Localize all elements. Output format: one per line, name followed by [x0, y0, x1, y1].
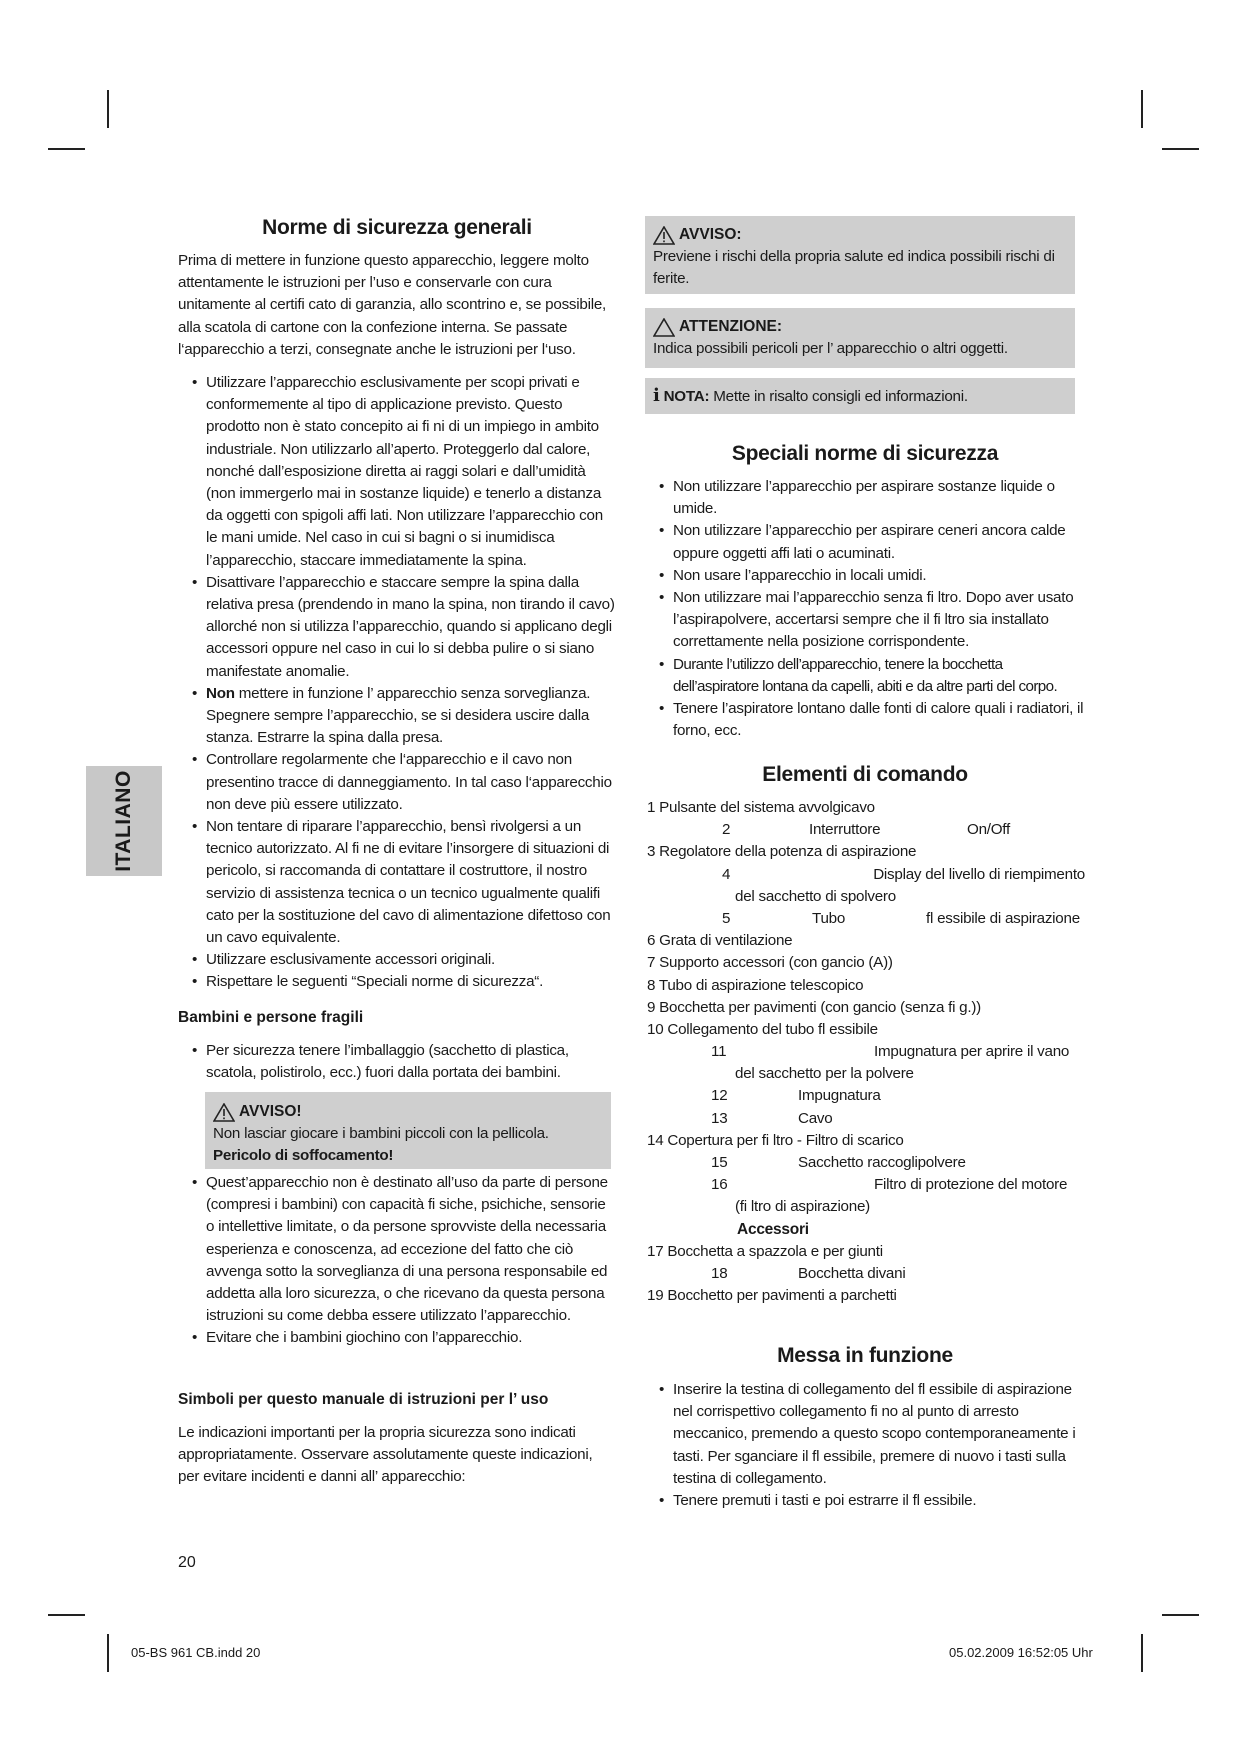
- list-item: 1 Pulsante del sistema avvolgicavo: [647, 799, 875, 816]
- list-item: • Durante l’utilizzo dell’apparecchio, tenere la bocchetta dell’aspiratore lontana da capelli, abiti e da altre parti del corpo.: [659, 655, 1058, 695]
- caution-triangle-icon: [653, 318, 675, 337]
- list-item: 4 Display del livello di riempimento: [722, 865, 1085, 883]
- list-item: • Per sicurezza tenere l’imballaggio (sacchetto di plastica, scatola, polistirolo, ecc.) fuori dalla portata dei bambini.: [192, 1042, 569, 1082]
- warning-box-suffocation: [205, 1092, 611, 1169]
- notice-box-nota: [645, 378, 1075, 414]
- list-item: • Inserire la testina di collegamento del fl essibile di aspirazione nel corrispettivo collegamento fi no al punto di arresto meccanico, premendo a questo scopo contemporaneamente i tasti. Per sganciare il fl essibile, premere di nuovo i tasti sulla testina di collegamento.: [659, 1381, 1076, 1487]
- list-item: • Non utilizzare mai l’apparecchio senza fi ltro. Dopo aver usato l’aspirapolvere, accertarsi sempre che il fi ltro sia installato correttamente nella posizione corrispondente.: [659, 589, 1074, 651]
- avviso-text: Previene i rischi della propria salute ed indica possibili rischi di ferite.: [653, 248, 1055, 287]
- general-safety-list: [178, 372, 616, 994]
- list-item: del sacchetto per la polvere: [735, 1065, 914, 1083]
- nota-line: [653, 385, 1067, 408]
- crop-mark: [107, 90, 109, 128]
- crop-mark: [107, 1634, 109, 1672]
- list-item: • Tenere l’aspiratore lontano dalle fonti di calore quali i radiatori, il forno, ecc.: [659, 700, 1084, 740]
- language-label: ITALIANO: [112, 770, 135, 872]
- symbols-paragraph: Le indicazioni importanti per la propria sicurezza sono indicati appropriatamente. Osservare assolutamente queste indicazioni, per evitare incidenti e danni all’ apparecchio:: [178, 1424, 593, 1486]
- info-icon: i: [653, 385, 660, 406]
- list-item: • Rispettare le seguenti “Speciali norme di sicurezza“.: [192, 973, 544, 991]
- notice-box-attenzione: [645, 308, 1075, 368]
- startup-list: [645, 1379, 1085, 1512]
- list-item: • Non utilizzare l’apparecchio per aspirare sostanze liquide o umide.: [659, 478, 1055, 518]
- attenzione-text: Indica possibili pericoli per l’ apparecchio o altri oggetti.: [653, 340, 1008, 357]
- warning-text: Non lasciar giocare i bambini piccoli con la pellicola.: [213, 1125, 549, 1142]
- special-safety-list: [645, 476, 1085, 742]
- list-item: 5 Tubo fl essibile di aspirazione: [722, 909, 1080, 927]
- section-title-general-safety: Norme di sicurezza generali: [262, 216, 532, 239]
- page-number: 20: [178, 1554, 196, 1571]
- nota-title: NOTA:: [663, 388, 710, 405]
- list-item: • Utilizzare esclusivamente accessori originali.: [192, 951, 495, 969]
- list-item: 8 Tubo di aspirazione telescopico: [647, 976, 864, 994]
- list-item: (fi ltro di aspirazione): [735, 1198, 870, 1216]
- avviso-title: AVVISO:: [653, 224, 1067, 246]
- language-tab: [86, 766, 162, 876]
- nota-text: Mette in risalto consigli ed informazioni.: [709, 388, 968, 405]
- section-title-startup: Messa in funzione: [777, 1344, 953, 1367]
- warning-triangle-icon: [653, 226, 675, 245]
- crop-mark: [1141, 90, 1143, 128]
- list-item: 2 Interruttore On/Off: [722, 821, 1010, 839]
- warning-bold-text: Pericolo di soffocamento!: [213, 1147, 394, 1164]
- list-item: 18 Bocchetta divani: [711, 1264, 906, 1282]
- footer-timestamp: 05.02.2009 16:52:05 Uhr: [949, 1645, 1093, 1660]
- controls-list: [647, 797, 1085, 1307]
- kids-list-1: [178, 1040, 616, 1084]
- list-item: 9 Bocchetta per pavimenti (con gancio (senza fi g.)): [647, 998, 981, 1016]
- list-item: • Non utilizzare l’apparecchio per aspirare ceneri ancora calde oppure oggetti affi lati o acuminati.: [659, 522, 1066, 562]
- list-item: 12 Impugnatura: [711, 1087, 881, 1105]
- list-item: • Utilizzare l’apparecchio esclusivamente per scopi privati e conformemente al tipo di applicazione previsto. Questo prodotto non è stato concepito ai fi ni di un impiego in ambito industriale. Non utilizzarlo all’aperto. Proteggerlo dal calore, nonché dall’esposizione diretta ai raggi solari e dall’umidità (non immergerlo mai in sostanze liquide) e tenerlo a distanza da oggetti con spigoli affi lati. Non utilizzare l’apparecchio con le mani umide. Nel caso in cui si bagni o si inumidisca l’apparecchio, staccare immediatamente la spina.: [192, 374, 603, 569]
- list-item: 11 Impugnatura per aprire il vano: [711, 1043, 1070, 1061]
- list-item: 15 Sacchetto raccoglipolvere: [711, 1154, 966, 1171]
- non-bold: Non: [206, 684, 235, 702]
- intro-paragraph: Prima di mettere in funzione questo apparecchio, leggere molto attentamente le istruzioni per l’uso e conservarle con cura unitamente al certifi cato di garanzia, allo scontrino e, se possibile, alla scatola di cartone con la confezione interna. Se passate l‘apparecchio a terzi, consegnate anche le istruzioni per l‘uso.: [178, 252, 606, 358]
- subheading-symbols: Simboli per questo manuale di istruzioni per l’ uso: [178, 1391, 549, 1408]
- list-item: 16 Filtro di protezione del motore: [711, 1176, 1068, 1194]
- list-item: 6 Grata di ventilazione: [647, 932, 793, 950]
- crop-mark: [48, 148, 85, 150]
- section-title-special-safety: Speciali norme di sicurezza: [731, 442, 999, 465]
- list-item: • Non mettere in funzione l’ apparecchio senza sorveglianza. Spegnere sempre l’apparecchio, se si desidera uscire dalla stanza. Estrarre la spina dalla presa.: [192, 684, 591, 747]
- accessories-heading: Accessori: [737, 1220, 809, 1238]
- list-item: • Non usare l’apparecchio in locali umidi.: [659, 566, 927, 584]
- footer-file-info: 05-BS 961 CB.indd 20: [131, 1645, 261, 1660]
- subheading-kids: Bambini e persone fragili: [178, 1009, 364, 1026]
- crop-mark: [1141, 1634, 1143, 1672]
- list-item: 7 Supporto accessori (con gancio (A)): [647, 954, 893, 972]
- list-item: 3 Regolatore della potenza di aspirazione: [647, 843, 917, 861]
- list-item: 17 Bocchetta a spazzola e per giunti: [647, 1242, 883, 1260]
- attenzione-title: ATTENZIONE:: [653, 316, 1067, 338]
- list-item: • Tenere premuti i tasti e poi estrarre il fl essibile.: [659, 1492, 977, 1510]
- list-item: • Quest’apparecchio non è destinato all’uso da parte di persone (compresi i bambini) con capacità fi siche, psichiche, sensorie o intellettive limitate, o da persone sprovviste della necessaria esperienza e conoscenza, ad eccezione del fatto che ciò avvenga sotto la sorveglianza di una persona responsabile ed addetta alla loro sicurezza, o che ricevano da questa persona istruzioni su come debba essere utilizzato l’apparecchio.: [192, 1174, 608, 1325]
- list-item: 13 Cavo: [711, 1109, 833, 1127]
- list-item: • Disattivare l’apparecchio e staccare sempre la spina dalla relativa presa (prendendo in mano la spina, non tirando il cavo) allorché non si utilizza l’apparecchio, quando si applicano degli accessori oppure nel caso in cui lo si debba pulire o si siano manifestate anomalie.: [192, 573, 615, 680]
- list-item: • Evitare che i bambini giochino con l’apparecchio.: [192, 1329, 523, 1347]
- section-title-controls: Elementi di comando: [762, 763, 968, 786]
- list-item: 10 Collegamento del tubo fl essibile: [647, 1020, 878, 1038]
- warning-triangle-icon: [213, 1103, 235, 1122]
- crop-mark: [1162, 148, 1199, 150]
- list-item: 19 Bocchetto per pavimenti a parchetti: [647, 1287, 897, 1305]
- notice-box-avviso: [645, 216, 1075, 294]
- list-item: 14 Copertura per fi ltro - Filtro di scarico: [647, 1131, 904, 1149]
- warning-title: AVVISO!: [213, 1101, 605, 1123]
- kids-list-2: [178, 1172, 616, 1350]
- list-item: • Controllare regolarmente che l‘apparecchio e il cavo non presentino tracce di danneggiamento. In tal caso l‘apparecchio non deve più essere utilizzato.: [192, 751, 612, 813]
- list-item: del sacchetto di spolvero: [735, 887, 896, 905]
- crop-mark: [48, 1614, 85, 1616]
- crop-mark: [1162, 1614, 1199, 1616]
- list-item: • Non tentare di riparare l’apparecchio, bensì rivolgersi a un tecnico autorizzato. Al fi ne di evitare l’insorgere di situazioni di pericolo, si raccomanda di contattare il costruttore, il nostro servizio di assistenza tecnica o un tecnico ugualmente qualifi cato per la sostituzione del cavo di alimentazione difettoso con un cavo equivalente.: [192, 818, 611, 947]
